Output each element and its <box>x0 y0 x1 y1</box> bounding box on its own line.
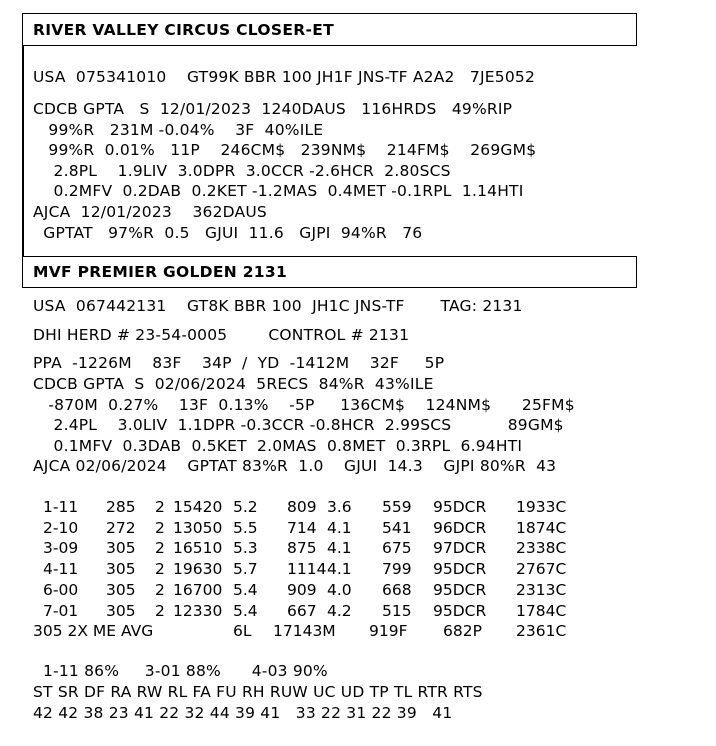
lact-dcr: 95DCR <box>433 560 487 579</box>
lact-fat-pct: 5.3 <box>233 539 258 558</box>
lact-milk: 16700 <box>173 580 223 599</box>
lact-cheese: 1784C <box>516 601 567 620</box>
lact-milk: 16510 <box>173 539 223 558</box>
avg-milk: 17143M <box>273 622 336 640</box>
lact-times: 2 <box>155 560 165 579</box>
lact-fat-pct: 5.7 <box>233 560 258 579</box>
lact-dcr: 95DCR <box>433 601 487 620</box>
lact-prot-pct: 4.2 <box>327 601 352 620</box>
animal1-name: RIVER VALLEY CIRCUS CLOSER-ET <box>33 21 334 39</box>
lact-fat: 909 <box>287 580 317 599</box>
lact-age: 6-00 <box>43 580 79 599</box>
lact-fat-pct: 5.4 <box>233 601 258 620</box>
lact-times: 2 <box>155 539 165 558</box>
lact-age: 2-10 <box>43 518 79 537</box>
animal1-line-7: AJCA 12/01/2023 362DAUS <box>33 203 267 221</box>
lact-days: 305 <box>106 539 136 558</box>
lact-times: 2 <box>155 498 165 516</box>
animal2-line-1: USA 067442131 GT8K BBR 100 JH1C JNS-TF TAG: 2131 <box>33 297 523 315</box>
animal2-line-6: 2.4PL 3.0LIV 1.1DPR -0.3CCR -0.8HCR 2.99SCS 89GM$ <box>33 416 564 434</box>
animal2-line-4: CDCB GPTA S 02/06/2024 5RECS 84%R 43%ILE <box>33 375 434 393</box>
lact-protein: 675 <box>382 539 412 558</box>
lact-prot-pct: 4.1 <box>327 539 352 558</box>
lact-prot-pct: 4.0 <box>327 580 352 599</box>
lact-cheese: 2313C <box>516 580 567 599</box>
lact-dcr: 97DCR <box>433 539 487 558</box>
animal1-line-5: 2.8PL 1.9LIV 3.0DPR 3.0CCR -2.6HCR 2.80SCS <box>33 162 451 180</box>
trait-names: ST SR DF RA RW RL FA FU RH RUW UC UD TP TL RTR RTS <box>33 683 483 701</box>
lact-times: 2 <box>155 518 165 537</box>
animal1-left-rule <box>22 46 24 256</box>
animal2-line-3: PPA -1226M 83F 34P / YD -1412M 32F 5P <box>33 354 445 372</box>
lact-protein: 515 <box>382 601 412 620</box>
lact-age: 4-11 <box>43 560 79 579</box>
lact-protein: 559 <box>382 498 412 516</box>
lact-age: 3-09 <box>43 539 79 558</box>
lact-times: 2 <box>155 601 165 620</box>
lact-fat: 1114 <box>287 560 327 579</box>
lact-protein: 541 <box>382 518 412 537</box>
lact-times: 2 <box>155 580 165 599</box>
lact-days: 285 <box>106 498 136 516</box>
lact-prot-pct: 4.1 <box>327 518 352 537</box>
animal2-line-2: DHI HERD # 23-54-0005 CONTROL # 2131 <box>33 326 410 344</box>
lact-cheese: 2338C <box>516 539 567 558</box>
avg-label: 305 2X ME AVG <box>33 622 154 640</box>
lact-days: 305 <box>106 560 136 579</box>
animal2-line-5: -870M 0.27% 13F 0.13% -5P 136CM$ 124NM$ 25FM$ <box>33 396 575 414</box>
lact-protein: 799 <box>382 560 412 579</box>
lact-dcr: 95DCR <box>433 498 487 516</box>
lact-milk: 15420 <box>173 498 223 516</box>
lact-fat-pct: 5.2 <box>233 498 258 516</box>
lact-prot-pct: 4.1 <box>327 560 352 579</box>
lact-age: 1-11 <box>43 498 79 516</box>
lact-fat-pct: 5.4 <box>233 580 258 599</box>
lact-cheese: 1874C <box>516 518 567 537</box>
animal2-line-7: 0.1MFV 0.3DAB 0.5KET 2.0MAS 0.8MET 0.3RPL 6.94HTI <box>33 437 523 455</box>
trait-values: 42 42 38 23 41 22 32 44 39 41 33 22 31 22 39 41 <box>33 704 453 722</box>
lact-fat: 875 <box>287 539 317 558</box>
avg-fat: 919F <box>369 622 408 640</box>
animal1-line-2: CDCB GPTA S 12/01/2023 1240DAUS 116HRDS 49%RIP <box>33 100 513 118</box>
lact-protein: 668 <box>382 580 412 599</box>
lact-days: 305 <box>106 580 136 599</box>
animal1-line-4: 99%R 0.01% 11P 246CM$ 239NM$ 214FM$ 269GM$ <box>33 141 537 159</box>
animal1-line-3: 99%R 231M -0.04% 3F 40%ILE <box>33 121 324 139</box>
avg-cheese: 2361C <box>516 622 567 640</box>
avg-lact: 6L <box>233 622 252 640</box>
lact-dcr: 95DCR <box>433 580 487 599</box>
animal1-line-1: USA 075341010 GT99K BBR 100 JH1F JNS-TF A2A2 7JE5052 <box>33 68 536 86</box>
lact-milk: 19630 <box>173 560 223 579</box>
lact-age: 7-01 <box>43 601 79 620</box>
animal1-line-6: 0.2MFV 0.2DAB 0.2KET -1.2MAS 0.4MET -0.1RPL 1.14HTI <box>33 182 524 200</box>
lact-fat: 714 <box>287 518 317 537</box>
lact-days: 272 <box>106 518 136 537</box>
lact-fat: 667 <box>287 601 317 620</box>
lact-fat: 809 <box>287 498 317 516</box>
avg-protein: 682P <box>443 622 482 640</box>
animal2-name: MVF PREMIER GOLDEN 2131 <box>33 263 288 281</box>
lact-fat-pct: 5.5 <box>233 518 258 537</box>
lact-days: 305 <box>106 601 136 620</box>
classification-scores: 1-11 86% 3-01 88% 4-03 90% <box>43 662 328 680</box>
lact-milk: 13050 <box>173 518 223 537</box>
lact-cheese: 2767C <box>516 560 567 579</box>
lact-dcr: 96DCR <box>433 518 487 537</box>
animal1-line-8: GPTAT 97%R 0.5 GJUI 11.6 GJPI 94%R 76 <box>33 224 423 242</box>
lact-milk: 12330 <box>173 601 223 620</box>
lact-prot-pct: 3.6 <box>327 498 352 516</box>
lact-cheese: 1933C <box>516 498 567 516</box>
animal2-line-8: AJCA 02/06/2024 GPTAT 83%R 1.0 GJUI 14.3 GJPI 80%R 43 <box>33 457 557 475</box>
